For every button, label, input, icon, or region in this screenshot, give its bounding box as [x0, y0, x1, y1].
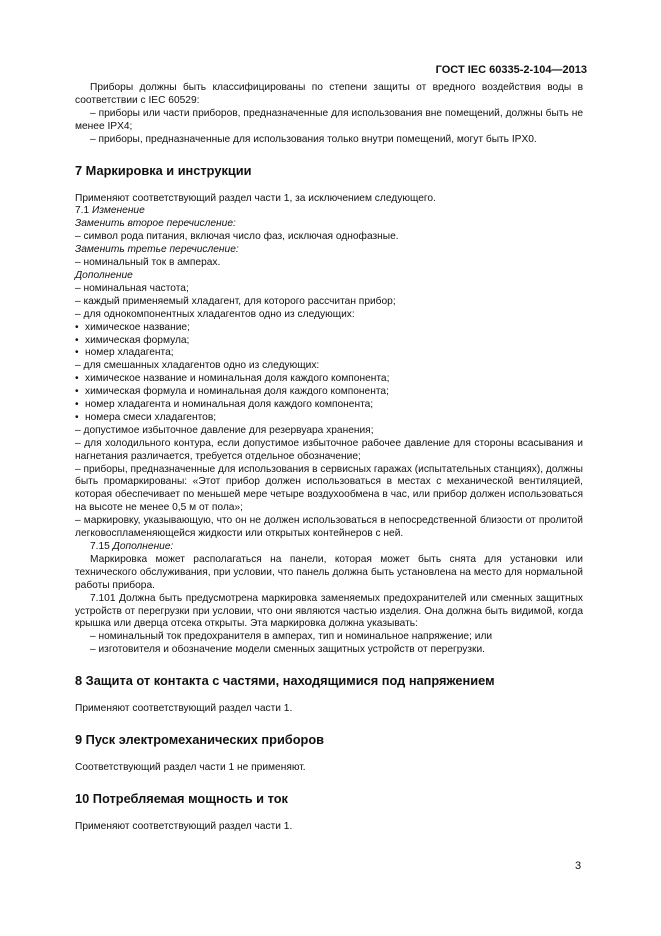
- paragraph: – приборы или части приборов, предназначенные для использования вне помещений, должны быть не менее IPX4;: [75, 107, 583, 132]
- list-item: – изготовителя и обозначение модели сменных защитных устройств от перегрузки.: [90, 644, 485, 656]
- paragraph: Маркировка может располагаться на панели, которая может быть снята для установки или технического обслуживания, при условии, что панель должна быть установлена на место для нормальной работы прибора.: [75, 553, 583, 591]
- clause-label: Дополнение:: [112, 541, 174, 552]
- list-item: – маркировку, указывающую, что он не должен использоваться в непосредственной близости от пролитой легковоспламеняющейся жидкости или открытых контейнеров с ней.: [75, 515, 583, 540]
- standard-header: ГОСТ IEC 60335-2-104—2013: [435, 64, 587, 76]
- clause-7-101: 7.101 Должна быть предусмотрена маркировка заменяемых предохранителей или сменных защитных устройств от перегрузки при условии, что они являются частью изделия. Она должна быть видимой, когда крышка или дверца отсека открыты. Эта маркировка должна указывать:: [75, 592, 583, 630]
- list-item: – для холодильного контура, если допустимое избыточное рабочее давление для стороны всасывания и нагнетания различается, требуется отдельное обозначение;: [75, 437, 583, 462]
- paragraph: Применяют соответствующий раздел части 1, за исключением следующего.: [75, 192, 436, 204]
- instruction: Заменить третье перечисление:: [75, 244, 239, 256]
- bullet-item: [75, 412, 583, 425]
- list-item: – номинальный ток предохранителя в амперах, тип и номинальное напряжение; или: [90, 631, 493, 643]
- section-8-title: 8 Защита от контакта с частями, находящимися под напряжением: [75, 673, 495, 689]
- list-item: – номинальная частота;: [75, 282, 189, 294]
- instruction: Дополнение: [75, 269, 133, 281]
- paragraph: Соответствующий раздел части 1 не применяют.: [75, 762, 306, 774]
- bullet-text: химическое название;: [85, 321, 190, 333]
- bullet-item: [75, 373, 583, 386]
- bullet-text: химическая формула и номинальная доля каждого компонента;: [85, 386, 389, 398]
- list-item: – для смешанных хладагентов одно из следующих:: [75, 360, 320, 372]
- list-item: – приборы, предназначенные для использования в сервисных гаражах (испытательных станциях), должны быть промаркированы: «Этот прибор должен использоваться в местах с механической вентиляцией, которая обеспечивает по меньшей мере четыре воздухообмена в час, или прибор должен использоваться на высоте не менее 0,5 м от пола»;: [75, 463, 583, 514]
- bullet-item: [75, 322, 583, 335]
- page-number: 3: [575, 860, 582, 872]
- bullet-icon: •: [75, 411, 79, 423]
- bullet-text: химическая формула;: [85, 334, 190, 346]
- bullet-icon: •: [75, 399, 79, 411]
- clause-number: 7.15: [90, 541, 113, 552]
- list-item: – допустимое избыточное давление для резервуара хранения;: [75, 424, 374, 436]
- paragraph: Приборы должны быть классифицированы по степени защиты от вредного воздействия воды в соответствии с IEC 60529:: [75, 82, 583, 106]
- paragraph: Применяют соответствующий раздел части 1.: [75, 820, 293, 832]
- section-9-title: 9 Пуск электромеханических приборов: [75, 732, 325, 748]
- list-item: – символ рода питания, включая число фаз, исключая однофазные.: [75, 231, 399, 243]
- bullet-item: [75, 335, 583, 348]
- paragraph: Применяют соответствующий раздел части 1.: [75, 703, 293, 715]
- bullet-icon: •: [75, 373, 79, 385]
- bullet-text: химическое название и номинальная доля каждого компонента;: [85, 373, 390, 385]
- bullet-item: [75, 347, 583, 360]
- bullet-icon: •: [75, 334, 79, 346]
- paragraph: – приборы, предназначенные для использования только внутри помещений, могут быть IPX0.: [90, 133, 537, 145]
- list-item: – для однокомпонентных хладагентов одно из следующих:: [75, 308, 355, 320]
- bullet-text: номер хладагента;: [85, 347, 174, 359]
- bullet-icon: •: [75, 347, 79, 359]
- bullet-icon: •: [75, 321, 79, 333]
- bullet-item: [75, 399, 583, 412]
- clause-7-1: [75, 205, 583, 218]
- instruction: Заменить второе перечисление:: [75, 218, 236, 230]
- bullet-icon: •: [75, 386, 79, 398]
- clause-number: 7.1: [75, 205, 92, 217]
- bullet-text: номер хладагента и номинальная доля каждого компонента;: [85, 399, 374, 411]
- bullet-item: [75, 386, 583, 399]
- page-content: [75, 82, 583, 834]
- section-10-title: 10 Потребляемая мощность и ток: [75, 790, 288, 806]
- clause-7-15: [75, 541, 583, 554]
- list-item: – каждый применяемый хладагент, для которого рассчитан прибор;: [75, 295, 396, 307]
- section-7-title: 7 Маркировка и инструкции: [75, 162, 252, 178]
- bullet-text: номера смеси хладагентов;: [85, 411, 217, 423]
- list-item: – номинальный ток в амперах.: [75, 257, 221, 269]
- clause-label: Изменение: [92, 205, 145, 217]
